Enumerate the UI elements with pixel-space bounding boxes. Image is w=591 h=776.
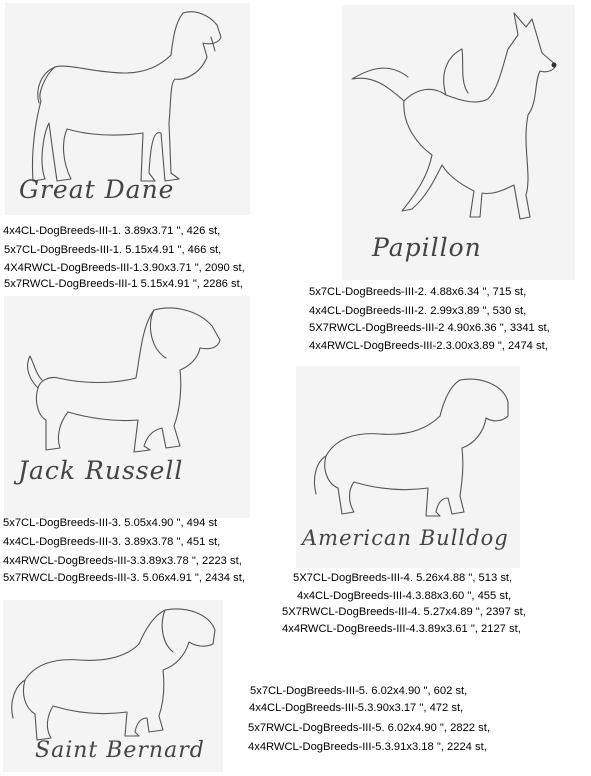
saint-bernard-spec-3: 5x7RWCL-DogBreeds-III-5. 6.02x4.90 ", 2822 st, bbox=[248, 722, 490, 734]
saint-bernard-spec-4: 4x4RWCL-DogBreeds-III-5.3.91x3.18 ", 2224 st, bbox=[248, 741, 487, 753]
jack-russell-spec-2: 4x4CL-DogBreeds-III-3. 3.89x3.78 ", 451 st, bbox=[3, 536, 221, 548]
papillon-design bbox=[342, 5, 575, 280]
saint-bernard-design bbox=[3, 600, 223, 772]
jack-russell-spec-3: 4x4RWCL-DogBreeds-III-3.3.89x3.78 ", 2223 st, bbox=[3, 555, 242, 567]
papillon-spec-4: 4x4RWCL-DogBreeds-III-2.3.00x3.89 ", 2474 st, bbox=[309, 340, 548, 352]
jack-russell-spec-1: 5x7CL-DogBreeds-III-3. 5.05x4.90 ", 494 st bbox=[3, 517, 218, 529]
great-dane-spec-3: 4X4RWCL-DogBreeds-III-1.3.90x3.71 ", 2090 st, bbox=[4, 262, 245, 274]
great-dane-spec-2: 5x7CL-DogBreeds-III-1. 5.15x4.91 ", 466 st, bbox=[4, 244, 222, 256]
great-dane-signature: Great Dane bbox=[19, 175, 175, 204]
papillon-spec-3: 5X7RWCL-DogBreeds-III-2 4.90x6.36 ", 3341 st, bbox=[309, 322, 550, 334]
american-bulldog-spec-4: 4x4RWCL-DogBreeds-III-4.3.89x3.61 ", 2127 st, bbox=[282, 623, 521, 635]
jack-russell-spec-4: 5x7RWCL-DogBreeds-III-3. 5.06x4.91 ", 2434 st, bbox=[3, 572, 245, 584]
papillon-spec-2: 4x4CL-DogBreeds-III-2. 2.99x3.89 ", 530 st, bbox=[309, 305, 527, 317]
papillon-signature: Papillon bbox=[372, 233, 482, 262]
great-dane-spec-1: 4x4CL-DogBreeds-III-1. 3.89x3.71 ", 426 st, bbox=[3, 225, 221, 237]
great-dane-spec-4: 5x7RWCL-DogBreeds-III-1 5.15x4.91 ", 2286 st, bbox=[4, 278, 243, 290]
saint-bernard-signature: Saint Bernard bbox=[35, 738, 205, 763]
american-bulldog-design bbox=[296, 366, 520, 568]
great-dane-design bbox=[5, 3, 250, 215]
american-bulldog-signature: American Bulldog bbox=[302, 526, 509, 550]
papillon-spec-1: 5x7CL-DogBreeds-III-2. 4.88x6.34 ", 715 st, bbox=[309, 286, 527, 298]
saint-bernard-spec-2: 4x4CL-DogBreeds-III-5.3.90x3.17 ", 472 st, bbox=[249, 702, 464, 714]
american-bulldog-spec-1: 5X7CL-DogBreeds-III-4. 5.26x4.88 ", 513 st, bbox=[293, 572, 513, 584]
jack-russell-signature: Jack Russell bbox=[18, 456, 184, 485]
saint-bernard-spec-1: 5x7CL-DogBreeds-III-5. 6.02x4.90 ", 602 st, bbox=[250, 685, 468, 697]
american-bulldog-spec-2: 4x4CL-DogBreeds-III-4.3.88x3.60 ", 455 st, bbox=[297, 590, 512, 602]
american-bulldog-spec-3: 5X7RWCL-DogBreeds-III-4. 5.27x4.89 ", 2397 st, bbox=[282, 606, 526, 618]
jack-russell-design bbox=[4, 296, 250, 518]
